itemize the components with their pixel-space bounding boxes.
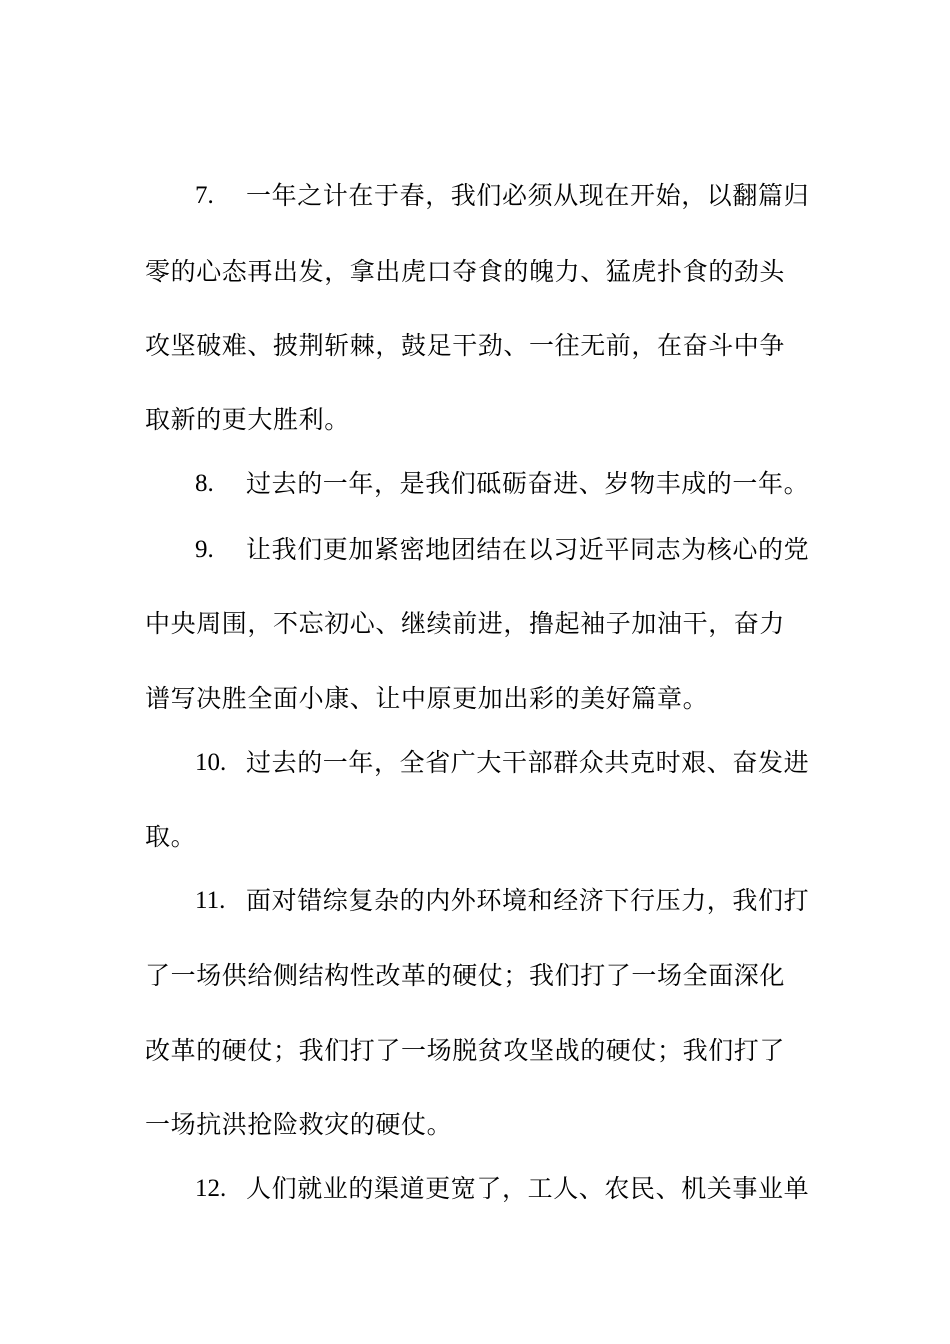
paragraph-line: 一场抗洪抢险救灾的硬仗。 <box>145 1110 453 1139</box>
paragraph-number: 12. <box>195 1175 227 1202</box>
paragraph-number: 8. <box>195 470 214 497</box>
paragraph-line: 取新的更大胜利。 <box>145 405 350 434</box>
paragraph-line: 过去的一年，是我们砥砺奋进、岁物丰成的一年。 <box>246 469 810 498</box>
paragraph-line: 攻坚破难、披荆斩棘，鼓足干劲、一往无前，在奋斗中争 <box>145 331 786 360</box>
paragraph-line: 面对错综复杂的内外环境和经济下行压力，我们打 <box>246 886 810 915</box>
paragraph-number: 10. <box>195 749 227 776</box>
paragraph-line: 取。 <box>145 822 197 851</box>
paragraph-line: 过去的一年，全省广大干部群众共克时艰、奋发进 <box>246 748 810 777</box>
paragraph-line: 谱写决胜全面小康、让中原更加出彩的美好篇章。 <box>145 684 709 713</box>
paragraph-number: 9. <box>195 536 214 563</box>
paragraph-line: 了一场供给侧结构性改革的硬仗；我们打了一场全面深化 <box>145 961 786 990</box>
paragraph-line: 一年之计在于春，我们必须从现在开始，以翻篇归 <box>246 181 810 210</box>
paragraph-line: 零的心态再出发，拿出虎口夺食的魄力、猛虎扑食的劲头 <box>145 257 786 286</box>
paragraph-line: 让我们更加紧密地团结在以习近平同志为核心的党 <box>246 535 810 564</box>
paragraph-line: 改革的硬仗；我们打了一场脱贫攻坚战的硬仗；我们打了 <box>145 1036 786 1065</box>
paragraph-line: 人们就业的渠道更宽了，工人、农民、机关事业单 <box>246 1174 810 1203</box>
paragraph-number: 7. <box>195 182 214 209</box>
paragraph-number: 11. <box>195 887 226 914</box>
paragraph-line: 中央周围，不忘初心、继续前进，撸起袖子加油干，奋力 <box>145 609 786 638</box>
